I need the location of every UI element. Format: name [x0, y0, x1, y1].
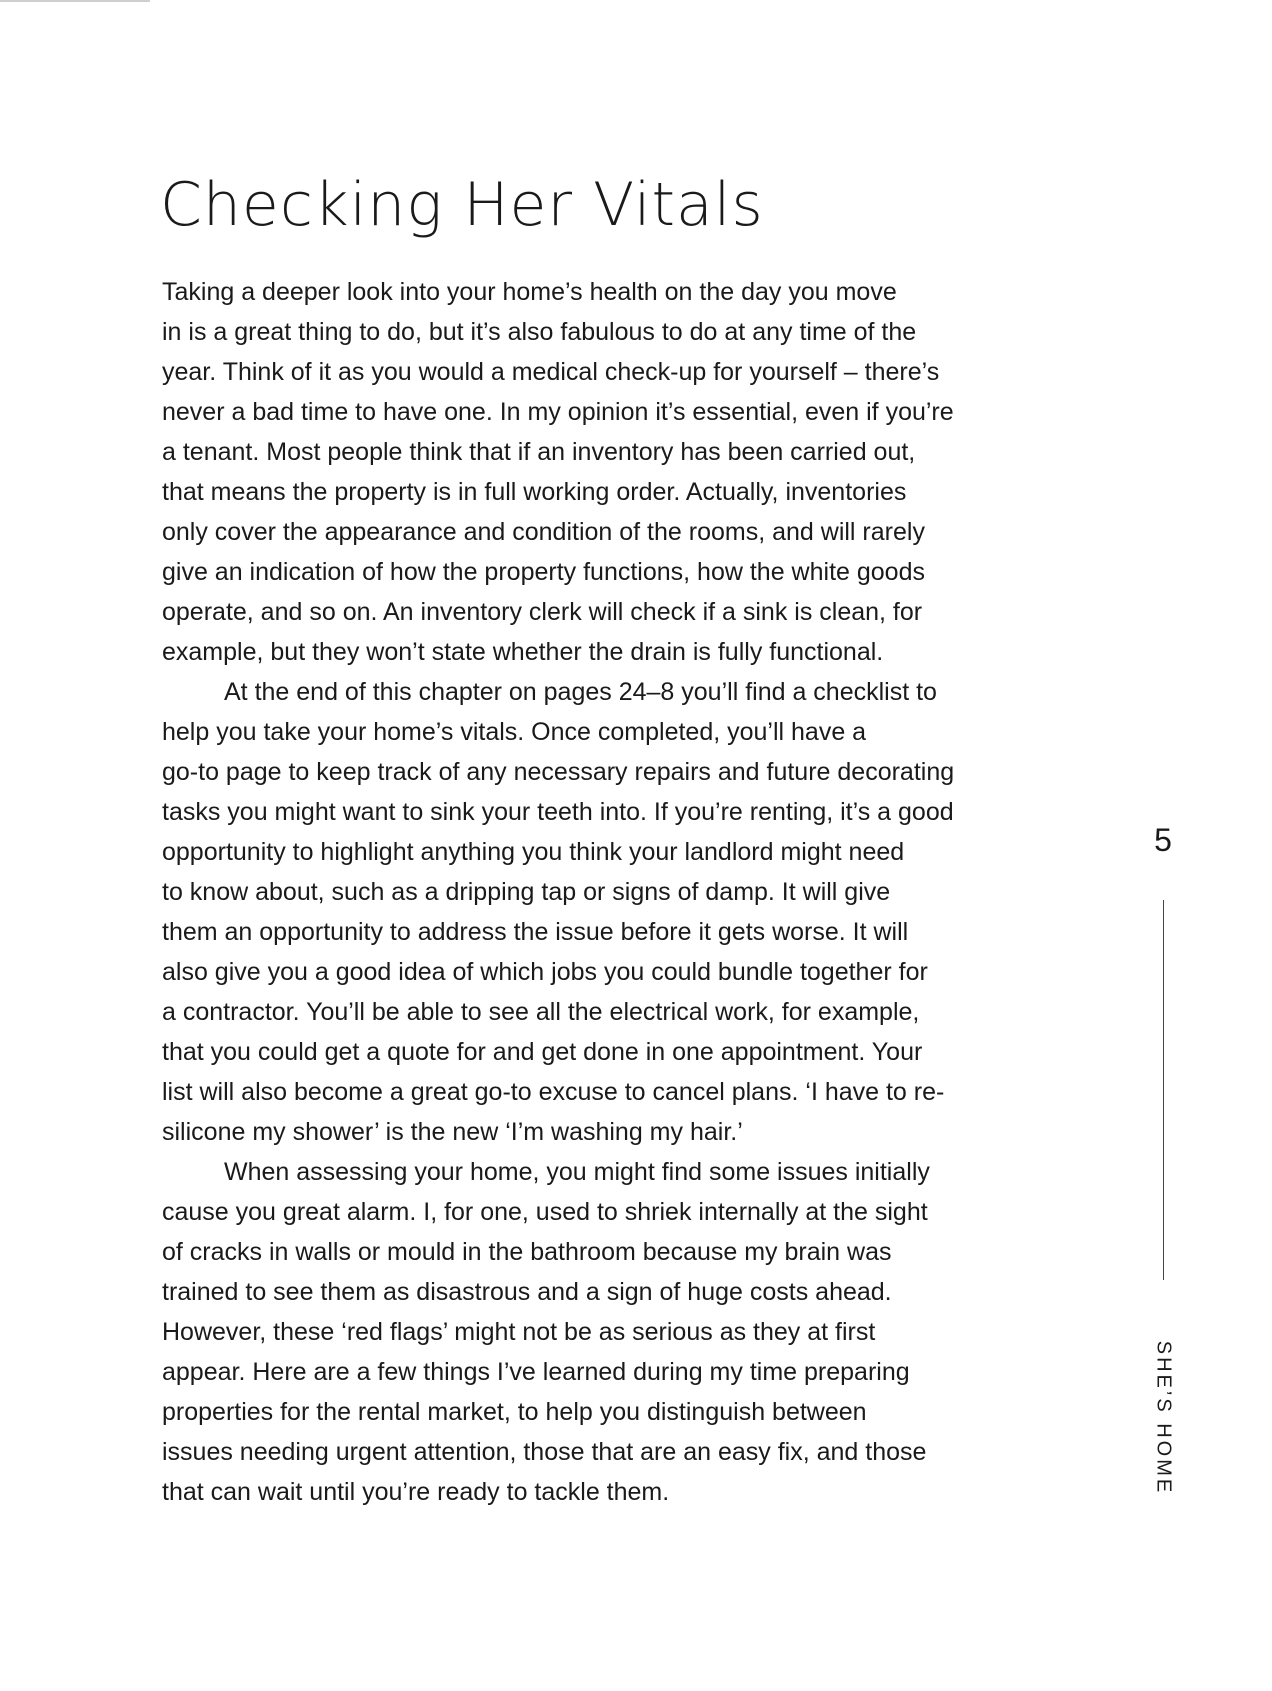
running-head-rule	[1163, 900, 1164, 1280]
text-line: that means the property is in full working order. Actually, inventories	[162, 478, 907, 506]
text-line: that can wait until you’re ready to tackle them.	[162, 1478, 670, 1506]
text-line: properties for the rental market, to help you distinguish between	[162, 1398, 867, 1426]
text-line: only cover the appearance and condition of the rooms, and will rarely	[162, 518, 925, 546]
text-line: Taking a deeper look into your home’s health on the day you move	[162, 278, 897, 306]
text-line: At the end of this chapter on pages 24–8 you’ll find a checklist to	[224, 678, 937, 706]
text-line: opportunity to highlight anything you think your landlord might need	[162, 838, 905, 866]
text-line: issues needing urgent attention, those that are an easy fix, and those	[162, 1438, 927, 1466]
text-line: operate, and so on. An inventory clerk will check if a sink is clean, for	[162, 598, 923, 626]
paragraph	[162, 672, 1087, 1152]
text-line: also give you a good idea of which jobs you could bundle together for	[162, 958, 928, 986]
paragraph	[162, 272, 1087, 672]
text-line: to know about, such as a dripping tap or signs of damp. It will give	[162, 878, 891, 906]
page-title: Checking Her Vitals	[160, 170, 764, 240]
text-line: tasks you might want to sink your teeth into. If you’re renting, it’s a good	[162, 798, 954, 826]
text-line: a contractor. You’ll be able to see all the electrical work, for example,	[162, 998, 920, 1026]
text-line: year. Think of it as you would a medical check-up for yourself – there’s	[162, 358, 940, 386]
scan-edge-line	[0, 0, 150, 2]
text-line: that you could get a quote for and get done in one appointment. Your	[162, 1038, 923, 1066]
text-line: silicone my shower’ is the new ‘I’m washing my hair.’	[162, 1118, 743, 1146]
page-number: 5	[1154, 822, 1172, 858]
text-line: never a bad time to have one. In my opinion it’s essential, even if you’re	[162, 398, 954, 426]
running-title: SHE’S HOME	[1152, 1340, 1175, 1496]
text-line: give an indication of how the property functions, how the white goods	[162, 558, 925, 586]
text-line: list will also become a great go-to excuse to cancel plans. ‘I have to re-	[162, 1078, 945, 1106]
text-line: When assessing your home, you might find some issues initially	[224, 1158, 930, 1186]
text-line: in is a great thing to do, but it’s also fabulous to do at any time of the	[162, 318, 917, 346]
text-line: go-to page to keep track of any necessary repairs and future decorating	[162, 758, 955, 786]
text-line: However, these ‘red flags’ might not be as serious as they at first	[162, 1318, 876, 1346]
text-line: example, but they won’t state whether the drain is fully functional.	[162, 638, 884, 666]
body-text	[162, 272, 1087, 1512]
paragraph	[162, 1152, 1087, 1512]
text-line: a tenant. Most people think that if an inventory has been carried out,	[162, 438, 916, 466]
text-line: them an opportunity to address the issue before it gets worse. It will	[162, 918, 909, 946]
text-line: of cracks in walls or mould in the bathroom because my brain was	[162, 1238, 892, 1266]
text-line: trained to see them as disastrous and a sign of huge costs ahead.	[162, 1278, 892, 1306]
text-line: appear. Here are a few things I’ve learned during my time preparing	[162, 1358, 910, 1386]
text-line: help you take your home’s vitals. Once completed, you’ll have a	[162, 718, 867, 746]
text-line: cause you great alarm. I, for one, used to shriek internally at the sight	[162, 1198, 928, 1226]
